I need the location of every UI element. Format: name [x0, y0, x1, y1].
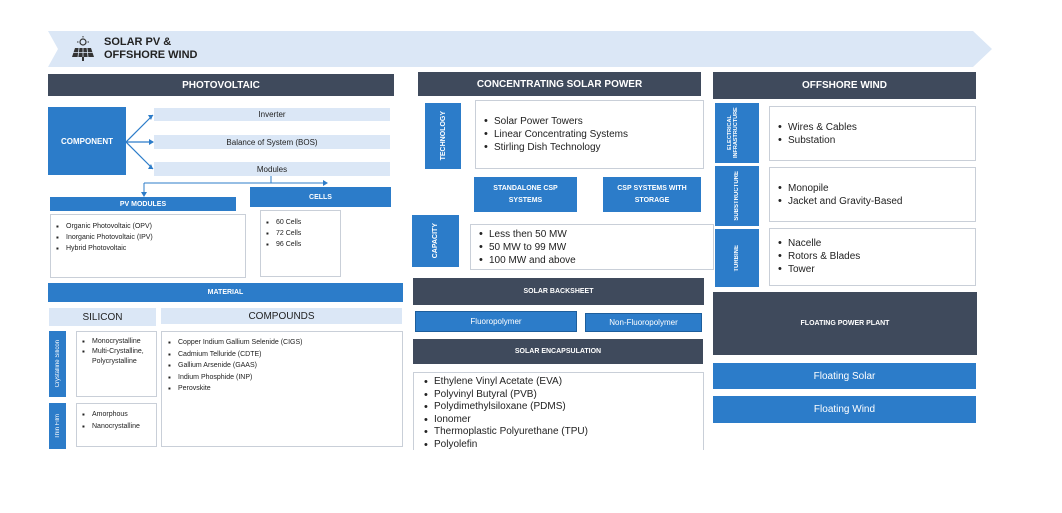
capacity-label: [412, 215, 459, 267]
electrical-items: [778, 121, 967, 147]
technology-list: [475, 100, 704, 169]
substructure-list: [769, 167, 976, 222]
floating-wind-box: Floating Wind: [713, 396, 976, 423]
list-item: • Solar Power Towers: [484, 115, 695, 128]
list-item: • Stirling Dish Technology: [484, 141, 695, 154]
list-item: ▪ Multi-Crystalline, Polycrystalline: [82, 347, 151, 367]
list-item: • Less then 50 MW: [479, 228, 705, 241]
floating-power-plant-header: FLOATING POWER PLANT: [713, 292, 977, 355]
component-box: COMPONENT: [48, 107, 126, 175]
cells-header: CELLS: [250, 187, 391, 207]
list-item: • Nacelle: [778, 237, 967, 250]
list-item: • Rotors & Blades: [778, 250, 967, 263]
cells-list: [260, 210, 341, 277]
crystalline-silicon-items: [82, 337, 151, 367]
list-item: ▪ Amorphous: [82, 409, 151, 421]
list-item: ▪ Gallium Arsenide (GAAS): [168, 360, 396, 372]
pv-modules-header: PV MODULES: [50, 197, 236, 211]
list-item: ▪ Copper Indium Gallium Selenide (CIGS): [168, 337, 396, 349]
list-item: • Monopile: [778, 182, 967, 195]
list-item: ▪ Perovskite: [168, 383, 396, 395]
technology-text: TECHNOLOGY: [439, 111, 447, 161]
thin-film-text: Thin Film: [54, 413, 61, 439]
electrical-infrastructure-text: ELECTRICAL INFRASTRUCTURE: [727, 107, 739, 159]
offshore-wind-header: OFFSHORE WIND: [713, 72, 976, 99]
compounds-header: COMPOUNDS: [161, 308, 402, 324]
list-item: • 100 MW and above: [479, 254, 705, 267]
crystalline-silicon-text: Crystalline Silicon: [54, 340, 61, 388]
capacity-items: [479, 228, 705, 267]
pv-modules-items: [56, 221, 240, 254]
turbine-text: TURBINE: [734, 244, 740, 272]
material-header: MATERIAL: [48, 283, 403, 302]
list-item: • Polyolefin: [424, 439, 693, 452]
list-item: • Jacket and Gravity-Based: [778, 195, 967, 208]
banner-title-line1: SOLAR PV &: [104, 36, 172, 48]
solar-panel-icon: [70, 36, 96, 62]
floating-solar-box: Floating Solar: [713, 363, 976, 389]
list-item: ▪ 72 Cells: [266, 228, 335, 239]
silicon-header: SILICON: [49, 308, 156, 326]
capacity-text: CAPACITY: [432, 223, 439, 259]
fluoropolymer-box: Fluoropolymer: [415, 311, 577, 332]
banner-title: [104, 36, 198, 62]
technology-items: [484, 115, 695, 154]
solar-encapsulation-header: SOLAR ENCAPSULATION: [413, 339, 703, 364]
list-item: • Ionomer: [424, 414, 693, 427]
list-item: • Substation: [778, 134, 967, 147]
turbine-label: [715, 229, 759, 287]
list-item: ▪ Organic Photovoltaic (OPV): [56, 221, 240, 232]
list-item: • Polyvinyl Butyral (PVB): [424, 389, 693, 402]
list-item: • Tower: [778, 263, 967, 276]
list-item: ▪ Nanocrystalline: [82, 421, 151, 433]
photovoltaic-header: PHOTOVOLTAIC: [48, 74, 394, 96]
electrical-infrastructure-label: [715, 103, 759, 163]
csp-header: CONCENTRATING SOLAR POWER: [418, 72, 701, 96]
electrical-list: [769, 106, 976, 161]
component-connector: [126, 108, 156, 176]
list-item: ▪ 60 Cells: [266, 217, 335, 228]
crystalline-silicon-list: [76, 331, 157, 397]
solar-backsheet-header: SOLAR BACKSHEET: [413, 278, 704, 305]
list-item: • 50 MW to 99 MW: [479, 241, 705, 254]
component-bos: Balance of System (BOS): [154, 135, 390, 149]
substructure-label: [715, 166, 759, 226]
compounds-items: [168, 337, 396, 395]
list-item: ▪ Cadmium Telluride (CDTE): [168, 349, 396, 361]
encapsulation-items: [424, 376, 693, 451]
turbine-list: [769, 228, 976, 286]
list-item: • Linear Concentrating Systems: [484, 128, 695, 141]
encapsulation-list: [413, 372, 704, 450]
list-item: ▪ Monocrystalline: [82, 337, 151, 347]
substructure-text: SUBSTRUCTURE: [734, 171, 740, 221]
thin-film-list: [76, 403, 157, 447]
capacity-list: [470, 224, 714, 270]
list-item: ▪ Indium Phosphide (INP): [168, 372, 396, 384]
component-modules: Modules: [154, 162, 390, 176]
list-item: ▪ 96 Cells: [266, 239, 335, 250]
thin-film-label: [49, 403, 66, 449]
technology-label: [425, 103, 461, 169]
crystalline-silicon-label: [49, 331, 66, 397]
list-item: ▪ Inorganic Photovoltaic (IPV): [56, 232, 240, 243]
banner-title-line2: OFFSHORE WIND: [104, 49, 198, 61]
list-item: ▪ Hybrid Photovoltaic: [56, 243, 240, 254]
pv-modules-list: [50, 214, 246, 278]
component-inverter: Inverter: [154, 108, 390, 121]
thin-film-items: [82, 409, 151, 433]
cells-items: [266, 217, 335, 250]
standalone-csp-box: STANDALONE CSP SYSTEMS: [474, 177, 577, 212]
substructure-items: [778, 182, 967, 208]
list-item: • Polydimethylsiloxane (PDMS): [424, 401, 693, 414]
list-item: • Wires & Cables: [778, 121, 967, 134]
compounds-list: [161, 331, 403, 447]
non-fluoropolymer-box: Non-Fluoropolymer: [585, 313, 702, 332]
list-item: • Ethylene Vinyl Acetate (EVA): [424, 376, 693, 389]
list-item: • Thermoplastic Polyurethane (TPU): [424, 426, 693, 439]
csp-storage-box: CSP SYSTEMS WITH STORAGE: [603, 177, 701, 212]
turbine-items: [778, 237, 967, 276]
